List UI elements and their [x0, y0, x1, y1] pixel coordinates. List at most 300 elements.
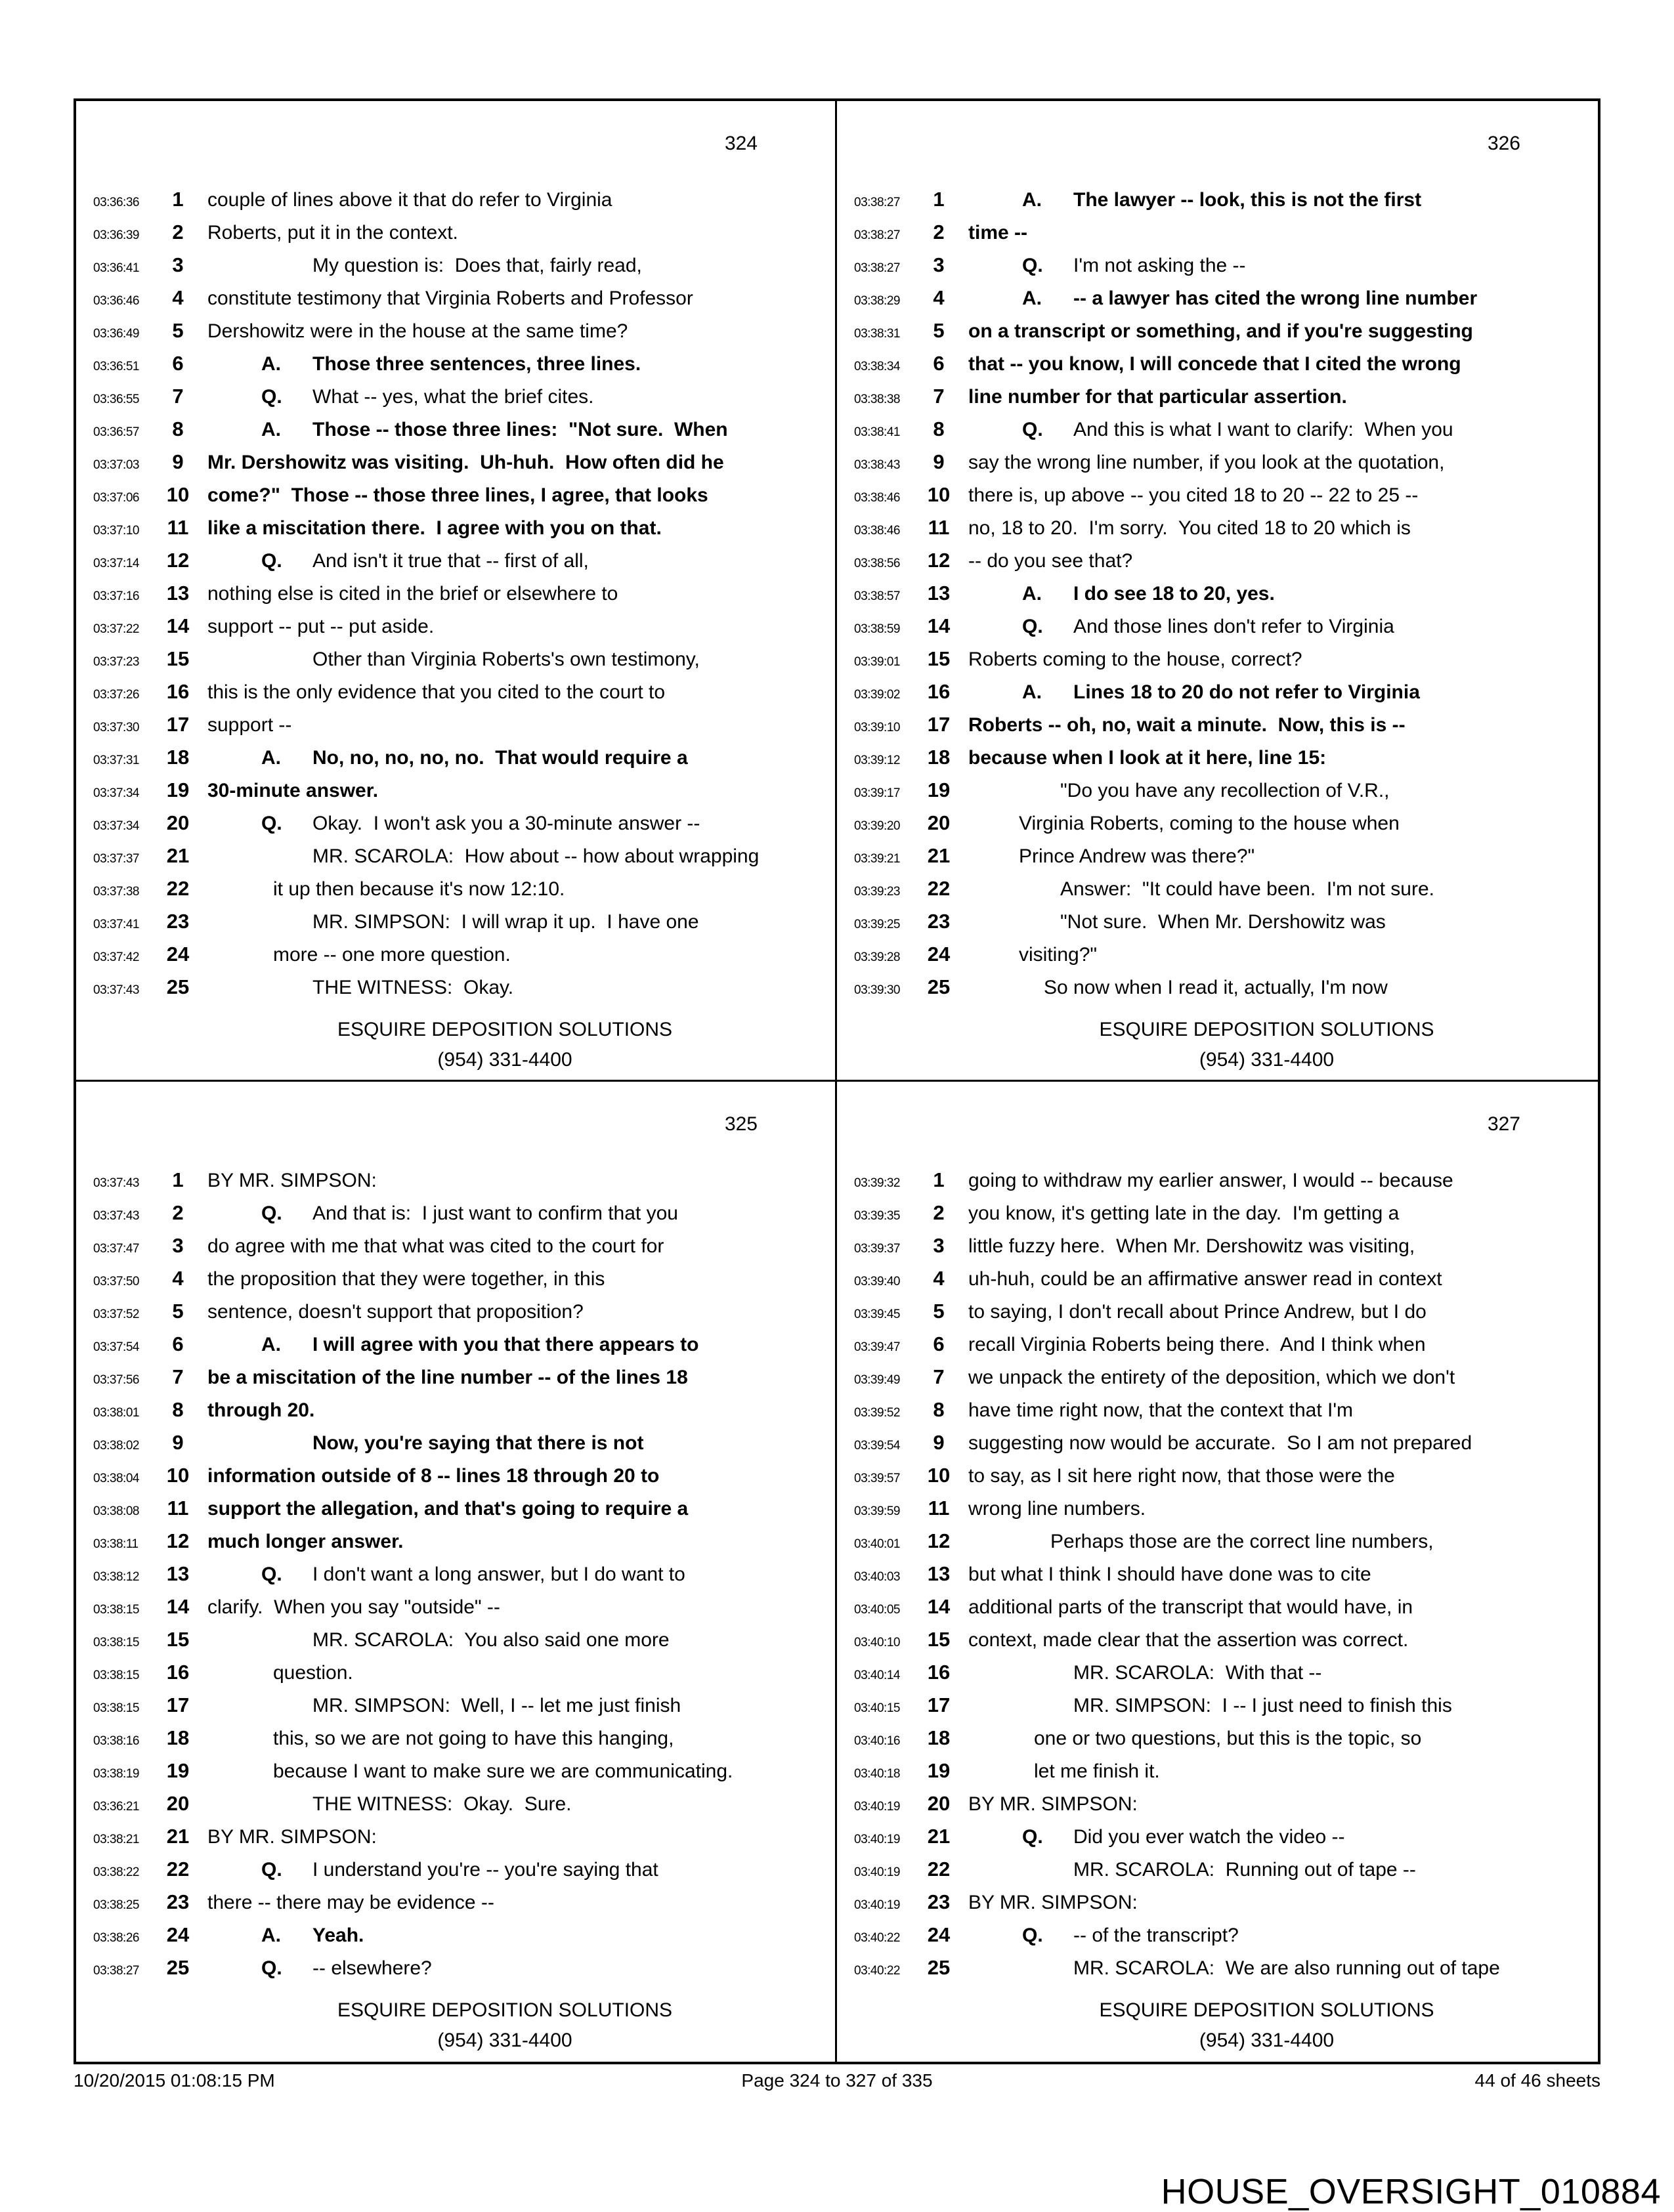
line-text: THE WITNESS: Okay. Sure. — [312, 1793, 572, 1815]
line-text: BY MR. SIMPSON: — [207, 1825, 377, 1848]
line-number: 24 — [166, 943, 190, 966]
transcript-line — [76, 746, 835, 778]
transcript-line — [76, 188, 835, 221]
line-number: 12 — [166, 549, 190, 572]
timestamp: 03:38:29 — [854, 294, 900, 308]
transcript-line — [76, 1431, 835, 1464]
line-number: 3 — [933, 1233, 945, 1257]
timestamp: 03:40:19 — [854, 1898, 900, 1912]
line-number: 1 — [933, 1168, 945, 1191]
timestamp: 03:38:43 — [854, 458, 900, 472]
line-text: MR. SIMPSON: I will wrap it up. I have one — [312, 911, 699, 933]
line-number: 20 — [927, 811, 951, 834]
transcript-line — [837, 1661, 1598, 1693]
line-text: My question is: Does that, fairly read, — [312, 255, 642, 276]
page-number: 324 — [724, 133, 758, 154]
line-number: 6 — [172, 352, 184, 375]
line-number: 11 — [167, 516, 189, 539]
transcript-line — [837, 417, 1598, 450]
transcript-line — [837, 1562, 1598, 1595]
timestamp: 03:40:19 — [854, 1832, 900, 1846]
transcript-line — [837, 221, 1598, 253]
transcript-line — [76, 1595, 835, 1628]
transcript-line — [76, 647, 835, 680]
speaker-prefix: Q. — [261, 1202, 282, 1224]
line-number: 18 — [927, 746, 951, 769]
line-number: 1 — [172, 1168, 184, 1191]
line-number: 24 — [166, 1923, 190, 1946]
transcript-line — [837, 1825, 1598, 1858]
timestamp: 03:37:52 — [93, 1307, 139, 1321]
line-text: you know, it's getting late in the day. I'm getting a — [968, 1202, 1400, 1224]
transcript-line — [837, 1300, 1598, 1332]
timestamp: 03:39:10 — [854, 721, 900, 734]
line-number: 15 — [166, 647, 190, 670]
speaker-prefix: Q. — [261, 386, 282, 408]
timestamp: 03:39:30 — [854, 983, 900, 997]
transcript-line — [76, 352, 835, 385]
line-number: 22 — [927, 1857, 951, 1881]
line-text: "Do you have any recollection of V.R., — [1060, 780, 1390, 801]
timestamp: 03:38:15 — [93, 1635, 139, 1649]
timestamp: 03:36:57 — [93, 425, 139, 439]
reporter-footer — [837, 1015, 1598, 1075]
line-text: Roberts coming to the house, correct? — [968, 649, 1302, 670]
transcript-line — [837, 253, 1598, 286]
line-text: Q. -- elsewhere? — [261, 1957, 432, 1979]
line-text: Q. And those lines don't refer to Virginia — [1022, 616, 1394, 637]
line-text: MR. SCAROLA: With that -- — [1073, 1661, 1322, 1684]
timestamp: 03:39:45 — [854, 1307, 900, 1321]
line-number: 23 — [166, 1890, 190, 1913]
timestamp: 03:38:31 — [854, 327, 900, 341]
line-text: Q. I'm not asking the -- — [1022, 255, 1246, 276]
speaker-prefix: A. — [261, 1333, 281, 1355]
transcript-line — [76, 910, 835, 943]
line-number: 15 — [166, 1627, 190, 1651]
timestamp: 03:39:35 — [854, 1208, 900, 1223]
transcript-line — [76, 975, 835, 1008]
timestamp: 03:38:11 — [93, 1537, 139, 1551]
transcript-line — [76, 778, 835, 811]
timestamp: 03:37:31 — [93, 754, 139, 767]
timestamp: 03:36:21 — [93, 1799, 139, 1814]
line-number: 2 — [933, 1201, 945, 1224]
speaker-prefix: Q. — [1022, 616, 1043, 637]
line-text: A. Those -- those three lines: "Not sure. When — [261, 419, 728, 440]
transcript-line — [76, 713, 835, 746]
line-number: 8 — [933, 1397, 945, 1421]
timestamp: 03:37:34 — [93, 819, 139, 833]
line-number: 12 — [166, 1529, 190, 1552]
line-text: Virginia Roberts, coming to the house when — [1019, 813, 1400, 834]
timestamp: 03:39:12 — [854, 754, 900, 767]
timestamp: 03:39:20 — [854, 819, 900, 833]
timestamp: 03:40:22 — [854, 1930, 900, 1945]
line-text: like a miscitation there. I agree with you on that. — [207, 517, 662, 539]
line-text: BY MR. SIMPSON: — [207, 1169, 377, 1191]
transcript-line — [837, 877, 1598, 910]
transcript-line — [76, 1234, 835, 1267]
timestamp: 03:38:15 — [93, 1602, 139, 1617]
line-text: MR. SCAROLA: Running out of tape -- — [1073, 1858, 1416, 1881]
timestamp: 03:37:47 — [93, 1241, 139, 1256]
timestamp: 03:39:32 — [854, 1176, 900, 1190]
timestamp: 03:40:14 — [854, 1668, 900, 1682]
line-number: 17 — [927, 1693, 951, 1716]
reporter-name: ESQUIRE DEPOSITION SOLUTIONS — [337, 1999, 673, 2021]
timestamp: 03:39:54 — [854, 1438, 900, 1453]
line-text: So now when I read it, actually, I'm now — [1044, 977, 1388, 998]
line-text: there -- there may be evidence -- — [207, 1891, 494, 1913]
speaker-prefix: Q. — [1022, 255, 1043, 276]
line-number: 4 — [172, 286, 184, 309]
transcript-line — [837, 1693, 1598, 1726]
timestamp: 03:37:43 — [93, 1208, 139, 1223]
line-text: "Not sure. When Mr. Dershowitz was — [1060, 911, 1386, 933]
timestamp: 03:39:47 — [854, 1340, 900, 1354]
line-number: 21 — [927, 1824, 951, 1848]
line-number: 11 — [928, 1496, 950, 1520]
line-number: 10 — [927, 1463, 951, 1487]
transcript-line — [76, 1858, 835, 1890]
transcript-line — [837, 1858, 1598, 1890]
transcript-line — [76, 680, 835, 713]
speaker-prefix: A. — [1022, 681, 1042, 703]
transcript-line — [837, 1332, 1598, 1365]
transcript-line — [837, 746, 1598, 778]
transcript-line — [837, 319, 1598, 352]
line-number: 5 — [172, 319, 184, 342]
line-text: BY MR. SIMPSON: — [968, 1891, 1138, 1913]
transcript-line — [837, 975, 1598, 1008]
timestamp: 03:40:19 — [854, 1799, 900, 1814]
line-text: but what I think I should have done was to cite — [968, 1563, 1371, 1585]
speaker-prefix: A. — [261, 1924, 281, 1946]
line-number: 19 — [927, 778, 951, 801]
line-number: 3 — [172, 253, 184, 276]
transcript-line — [76, 844, 835, 877]
line-text: on a transcript or something, and if you're suggesting — [968, 320, 1473, 342]
line-text: recall Virginia Roberts being there. And I think when — [968, 1333, 1426, 1355]
reporter-phone: (954) 331-4400 — [1199, 1049, 1335, 1071]
transcript-line — [76, 516, 835, 549]
transcript-line — [837, 1201, 1598, 1234]
timestamp: 03:39:02 — [854, 688, 900, 702]
line-text: context, made clear that the assertion was correct. — [968, 1628, 1409, 1651]
timestamp: 03:40:01 — [854, 1537, 900, 1551]
transcript-line — [76, 1825, 835, 1858]
line-text: nothing else is cited in the brief or elsewhere to — [207, 583, 618, 605]
line-number: 22 — [166, 1857, 190, 1881]
line-number: 24 — [927, 1923, 951, 1946]
transcript-line — [837, 516, 1598, 549]
transcript-line — [837, 1792, 1598, 1825]
transcript-page-326 — [837, 101, 1598, 1082]
line-text: additional parts of the transcript that would have, in — [968, 1596, 1413, 1618]
transcript-line — [76, 1792, 835, 1825]
page-number: 326 — [1487, 133, 1520, 154]
line-number: 2 — [933, 221, 945, 244]
line-text: this is the only evidence that you cited to the court to — [207, 681, 666, 703]
line-text: Q. I don't want a long answer, but I do want to — [261, 1563, 685, 1585]
timestamp: 03:38:27 — [854, 261, 900, 275]
line-number: 4 — [172, 1266, 184, 1290]
line-text: Q. And this is what I want to clarify: When you — [1022, 419, 1453, 440]
transcript-line — [837, 1398, 1598, 1431]
transcript-line — [76, 1759, 835, 1792]
line-number: 9 — [172, 450, 184, 473]
line-text: question. — [273, 1661, 353, 1684]
timestamp: 03:38:22 — [93, 1865, 139, 1879]
transcript-line — [76, 582, 835, 614]
line-number: 7 — [172, 1365, 184, 1388]
line-text: come?" Those -- those three lines, I agree, that looks — [207, 484, 708, 506]
transcript-line — [837, 778, 1598, 811]
bates-number: HOUSE_OVERSIGHT_010884 — [1161, 2172, 1661, 2211]
line-number: 10 — [166, 1463, 190, 1487]
line-number: 16 — [927, 680, 951, 703]
timestamp: 03:39:57 — [854, 1471, 900, 1485]
line-text: support the allegation, and that's going to require a — [207, 1497, 689, 1520]
timestamp: 03:37:56 — [93, 1372, 139, 1387]
line-text: Perhaps those are the correct line numbers, — [1050, 1530, 1434, 1552]
timestamp: 03:38:46 — [854, 524, 900, 538]
line-number: 18 — [166, 746, 190, 769]
line-number: 9 — [933, 1430, 945, 1454]
timestamp: 03:37:03 — [93, 458, 139, 472]
transcript-line — [837, 1168, 1598, 1201]
line-number: 22 — [166, 877, 190, 900]
line-number: 2 — [172, 1201, 184, 1224]
transcript-line — [837, 352, 1598, 385]
timestamp: 03:38:56 — [854, 557, 900, 570]
transcript-line — [76, 1398, 835, 1431]
line-text: Roberts -- oh, no, wait a minute. Now, this is -- — [968, 714, 1406, 736]
transcript-line — [76, 417, 835, 450]
line-text: uh-huh, could be an affirmative answer read in context — [968, 1267, 1442, 1290]
line-text: A. -- a lawyer has cited the wrong line number — [1022, 287, 1478, 309]
line-number: 5 — [172, 1299, 184, 1323]
line-text: MR. SCAROLA: How about -- how about wrapping — [312, 845, 760, 867]
line-number: 11 — [167, 1496, 189, 1520]
transcript-line — [837, 614, 1598, 647]
speaker-prefix: Q. — [261, 813, 282, 834]
timestamp: 03:37:14 — [93, 557, 139, 570]
line-number: 11 — [928, 516, 950, 539]
line-text: let me finish it. — [1034, 1760, 1160, 1782]
line-text: little fuzzy here. When Mr. Dershowitz was visiting, — [968, 1235, 1415, 1257]
transcript-line — [76, 1923, 835, 1956]
line-text: Answer: "It could have been. I'm not sure. — [1060, 878, 1434, 900]
line-text: clarify. When you say "outside" -- — [207, 1596, 500, 1618]
timestamp: 03:40:05 — [854, 1602, 900, 1617]
line-number: 18 — [927, 1726, 951, 1749]
line-number: 17 — [927, 713, 951, 736]
line-text: Dershowitz were in the house at the same time? — [207, 320, 628, 342]
line-number: 16 — [927, 1660, 951, 1684]
transcript-line — [837, 844, 1598, 877]
timestamp: 03:39:01 — [854, 655, 900, 669]
line-text: going to withdraw my earlier answer, I would -- because — [968, 1169, 1453, 1191]
timestamp: 03:37:23 — [93, 655, 139, 669]
line-number: 21 — [927, 844, 951, 867]
timestamp: 03:36:55 — [93, 393, 139, 406]
sheet-footer — [74, 2070, 1600, 2091]
line-number: 3 — [172, 1233, 184, 1257]
line-text: do agree with me that what was cited to the court for — [207, 1235, 664, 1257]
line-number: 19 — [166, 778, 190, 801]
speaker-prefix: A. — [1022, 287, 1042, 309]
transcript-line — [837, 1726, 1598, 1759]
line-number: 9 — [933, 450, 945, 473]
line-number: 5 — [933, 1299, 945, 1323]
transcript-page-325 — [76, 1082, 837, 2062]
transcript-line — [76, 943, 835, 975]
line-text: no, 18 to 20. I'm sorry. You cited 18 to 20 which is — [968, 517, 1411, 539]
transcript-line — [76, 1267, 835, 1300]
transcript-line — [76, 1726, 835, 1759]
reporter-phone: (954) 331-4400 — [1199, 2029, 1335, 2051]
timestamp: 03:38:15 — [93, 1668, 139, 1682]
line-text: wrong line numbers. — [968, 1497, 1146, 1520]
transcript-line — [76, 1464, 835, 1497]
transcript-line — [837, 286, 1598, 319]
transcript-line — [76, 1529, 835, 1562]
line-text: support -- put -- put aside. — [207, 616, 435, 637]
transcript-line — [837, 483, 1598, 516]
timestamp: 03:40:03 — [854, 1569, 900, 1584]
line-number: 23 — [927, 910, 951, 933]
line-number: 9 — [172, 1430, 184, 1454]
transcript-line — [76, 221, 835, 253]
line-text: A. Lines 18 to 20 do not refer to Virginia — [1022, 681, 1420, 703]
print-datetime: 10/20/2015 01:08:15 PM — [74, 2070, 275, 2091]
timestamp: 03:38:57 — [854, 589, 900, 603]
speaker-prefix: Q. — [261, 1957, 282, 1979]
timestamp: 03:39:17 — [854, 786, 900, 800]
timestamp: 03:38:27 — [93, 1963, 139, 1978]
line-number: 15 — [927, 1627, 951, 1651]
timestamp: 03:38:27 — [854, 228, 900, 242]
line-number: 4 — [933, 1266, 945, 1290]
timestamp: 03:37:43 — [93, 983, 139, 997]
reporter-phone: (954) 331-4400 — [437, 2029, 572, 2051]
speaker-prefix: A. — [261, 419, 281, 440]
line-number: 10 — [927, 483, 951, 506]
timestamp: 03:38:15 — [93, 1701, 139, 1715]
line-number: 13 — [166, 1562, 190, 1585]
line-number: 12 — [927, 1529, 951, 1552]
timestamp: 03:39:25 — [854, 918, 900, 931]
transcript-line — [76, 1497, 835, 1529]
transcript-line — [76, 1332, 835, 1365]
transcript-line — [837, 1267, 1598, 1300]
timestamp: 03:36:46 — [93, 294, 139, 308]
transcript-line — [76, 1562, 835, 1595]
transcript-line — [837, 1923, 1598, 1956]
timestamp: 03:39:49 — [854, 1372, 900, 1387]
line-text: information outside of 8 -- lines 18 through 20 to — [207, 1464, 660, 1487]
transcript-line — [837, 1595, 1598, 1628]
line-number: 19 — [927, 1758, 951, 1782]
transcript-line — [76, 1365, 835, 1398]
line-text: THE WITNESS: Okay. — [312, 977, 514, 998]
timestamp: 03:37:41 — [93, 918, 139, 931]
line-text: much longer answer. — [207, 1530, 404, 1552]
transcript-line — [837, 1464, 1598, 1497]
speaker-prefix: A. — [261, 353, 281, 375]
line-text: suggesting now would be accurate. So I am not prepared — [968, 1432, 1472, 1454]
transcript-line — [76, 1628, 835, 1661]
line-number: 6 — [933, 1332, 945, 1355]
line-text: 30-minute answer. — [207, 780, 379, 801]
timestamp: 03:39:23 — [854, 885, 900, 899]
line-text: A. The lawyer -- look, this is not the first — [1022, 189, 1422, 211]
line-text: A. No, no, no, no, no. That would require a — [261, 747, 688, 769]
line-text: Q. And that is: I just want to confirm that you — [261, 1202, 678, 1224]
line-text: one or two questions, but this is the topic, so — [1034, 1727, 1422, 1749]
timestamp: 03:39:37 — [854, 1241, 900, 1256]
line-text: line number for that particular assertion. — [968, 386, 1347, 408]
line-number: 17 — [166, 713, 190, 736]
timestamp: 03:38:26 — [93, 1930, 139, 1945]
line-number: 23 — [166, 910, 190, 933]
speaker-prefix: Q. — [1022, 419, 1043, 440]
line-number: 5 — [933, 319, 945, 342]
line-number: 14 — [166, 614, 190, 637]
line-number: 4 — [933, 286, 945, 309]
transcript-line — [76, 385, 835, 417]
transcript-line — [837, 1759, 1598, 1792]
transcript-line — [76, 1201, 835, 1234]
timestamp: 03:38:41 — [854, 425, 900, 439]
line-number: 6 — [172, 1332, 184, 1355]
line-text: there is, up above -- you cited 18 to 20 -- 22 to 25 -- — [968, 484, 1419, 506]
timestamp: 03:37:42 — [93, 950, 139, 964]
transcript-line — [76, 811, 835, 844]
transcript-line — [76, 319, 835, 352]
line-text: Q. And isn't it true that -- first of all, — [261, 550, 589, 572]
line-number: 25 — [166, 1955, 190, 1979]
line-text: to say, as I sit here right now, that those were the — [968, 1464, 1395, 1487]
timestamp: 03:39:21 — [854, 852, 900, 866]
transcript-line — [837, 385, 1598, 417]
line-text: sentence, doesn't support that proposition? — [207, 1300, 584, 1323]
line-number: 16 — [166, 680, 190, 703]
speaker-prefix: Q. — [1022, 1924, 1043, 1946]
line-text: MR. SCAROLA: We are also running out of tape — [1073, 1957, 1500, 1979]
timestamp: 03:38:38 — [854, 393, 900, 406]
timestamp: 03:37:37 — [93, 852, 139, 866]
timestamp: 03:40:22 — [854, 1963, 900, 1978]
timestamp: 03:37:22 — [93, 622, 139, 636]
line-text: constitute testimony that Virginia Roberts and Professor — [207, 287, 693, 309]
line-text: MR. SIMPSON: I -- I just need to finish this — [1073, 1694, 1452, 1716]
transcript-line — [837, 450, 1598, 483]
line-text: we unpack the entirety of the deposition, which we don't — [968, 1366, 1455, 1388]
transcript-line — [76, 1300, 835, 1332]
transcript-line — [837, 549, 1598, 582]
transcript-line — [76, 549, 835, 582]
line-number: 3 — [933, 253, 945, 276]
page-range: Page 324 to 327 of 335 — [741, 2070, 933, 2091]
line-number: 24 — [927, 943, 951, 966]
transcript-line — [76, 614, 835, 647]
line-text: Other than Virginia Roberts's own testimony, — [312, 649, 700, 670]
line-number: 19 — [166, 1758, 190, 1782]
transcript-line — [76, 1168, 835, 1201]
